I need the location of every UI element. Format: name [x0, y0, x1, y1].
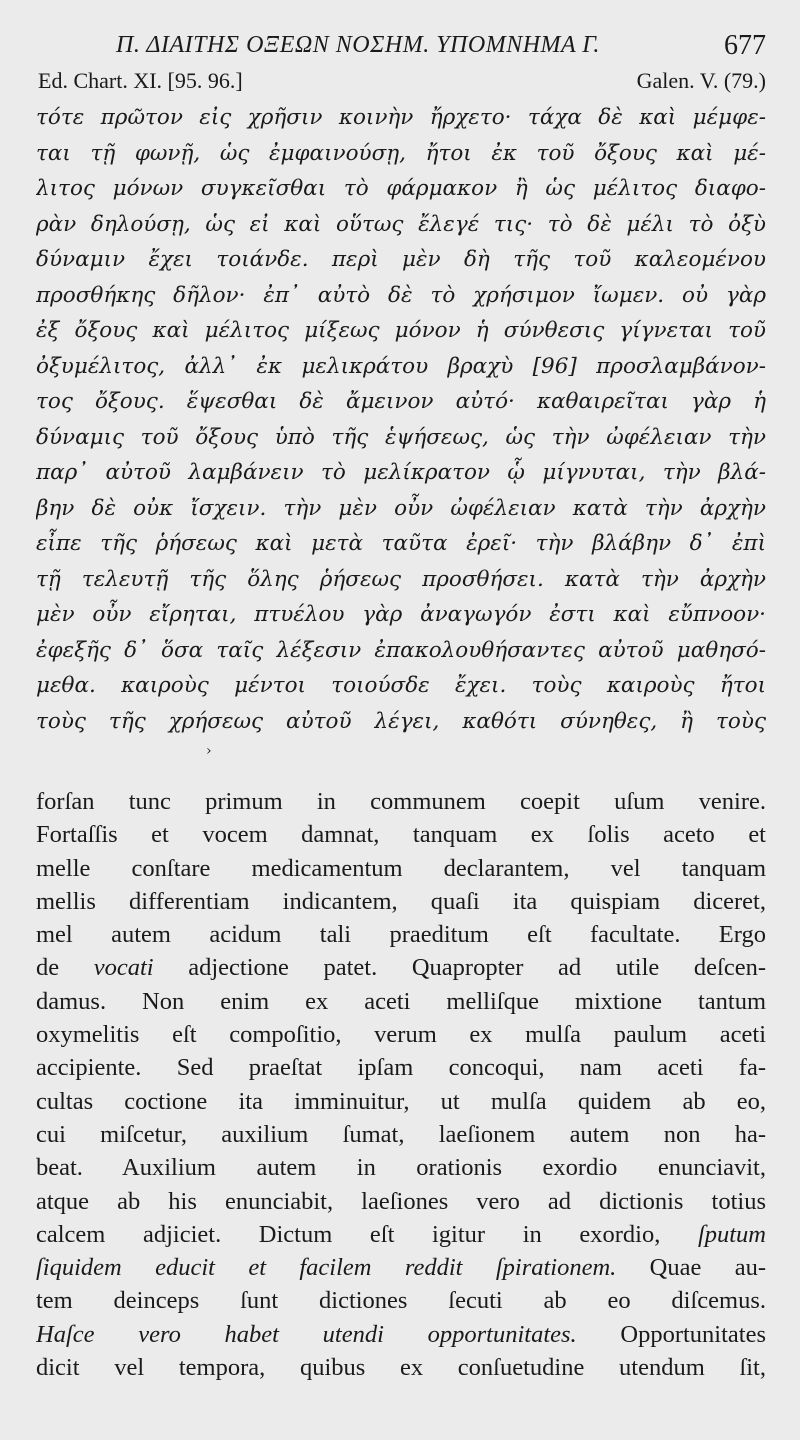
latin-text-segment: mellis differentiam indicantem, quaſi ita quispiam diceret,: [36, 887, 766, 915]
edition-galen-reference: Galen. V. (79.): [636, 68, 766, 93]
latin-line: [36, 1185, 766, 1218]
latin-line: [36, 1151, 766, 1184]
latin-text-segment: adjectione patet. Quapropter ad utile deſcen-: [153, 954, 766, 982]
latin-text-segment: cultas coctione ita imminuitur, ut mulſa quidem ab eo,: [36, 1087, 766, 1115]
greek-line: ὀξυμέλιτος, ἀλλ᾽ ἐκ μελικράτου βραχὺ [96] προσλαμβάνον-: [36, 353, 766, 379]
latin-line: [36, 1251, 766, 1284]
latin-line: [36, 1218, 766, 1251]
greek-line: ρὰν δηλούσῃ, ὡς εἰ καὶ οὕτως ἔλεγέ τις· τὸ δὲ μέλι τὸ ὀξὺ: [36, 211, 766, 237]
latin-line: [36, 1318, 766, 1351]
latin-line: [36, 852, 766, 885]
page-number: 677: [724, 30, 766, 61]
latin-text-segment: accipiente. Sed praeſtat ipſam concoqui, nam aceti fa-: [36, 1054, 766, 1082]
latin-line: [36, 1051, 766, 1084]
greek-line: τῇ τελευτῇ τῆς ὅλης ῥήσεως προσθήσει. κατὰ τὴν ἀρχὴν: [36, 566, 766, 592]
edition-reference-line: [34, 66, 766, 100]
latin-text-segment: oxymelitis eſt compoſitio, verum ex mulſa paulum aceti: [36, 1021, 766, 1049]
latin-text-segment: mel autem acidum tali praeditum eſt facultate. Ergo: [36, 921, 766, 949]
greek-line: προσθήκης δῆλον· ἐπ᾽ αὐτὸ δὲ τὸ χρήσιμον ἴωμεν. οὐ γὰρ: [36, 282, 766, 308]
latin-line: [36, 1118, 766, 1151]
greek-line: εἶπε τῆς ῥήσεως καὶ μετὰ ταῦτα ἐρεῖ· τὴν βλάβην δ᾽ ἐπὶ: [36, 531, 766, 556]
latin-text-segment: atque ab his enunciabit, laeſiones vero ad dictionis totius: [36, 1187, 766, 1215]
greek-line: δύναμιν ἔχει τοιάνδε. περὶ μὲν δὴ τῆς τοῦ καλεομένου: [36, 247, 766, 272]
greek-line: ἐφεξῆς δ᾽ ὅσα ταῖς λέξεσιν ἐπακολουθήσαντες αὐτοῦ μαθησό-: [36, 637, 766, 663]
stray-mark: ›: [206, 743, 212, 759]
latin-line: [36, 785, 766, 818]
latin-line: [36, 1018, 766, 1051]
latin-line: [36, 885, 766, 918]
latin-lemma-italic: vocati: [93, 954, 154, 982]
latin-line: [36, 1351, 766, 1384]
latin-text-segment: de: [36, 954, 94, 982]
latin-line: [36, 1085, 766, 1118]
latin-text-segment: dicit vel tempora, quibus ex conſuetudine utendum ſit,: [36, 1354, 766, 1382]
latin-text-segment: forſan tunc primum in communem coepit uſum venire.: [36, 788, 766, 815]
latin-text-segment: Fortaſſis et vocem damnat, tanquam ex ſolis aceto et: [36, 821, 766, 849]
latin-text-segment: beat. Auxilium autem in orationis exordio enunciavit,: [36, 1154, 766, 1182]
greek-line: μὲν οὖν εἴρηται, πτυέλου γὰρ ἀναγωγόν ἐστι καὶ εὔπνοον·: [36, 602, 766, 627]
latin-lemma-italic: Haſce vero habet utendi opportunitates.: [36, 1320, 577, 1348]
latin-text-segment: Opportunitates: [576, 1320, 766, 1348]
latin-text-segment: tem deinceps ſunt dictiones ſecuti ab eo diſcemus.: [36, 1287, 766, 1315]
latin-lemma-italic: ſputum: [697, 1220, 766, 1248]
greek-line: λιτος μόνων συγκεῖσθαι τὸ φάρμακον ἢ ὡς μέλιτος διαφο-: [36, 176, 766, 201]
latin-lemma-italic: ſiquidem educit et facilem reddit ſpirationem.: [36, 1254, 617, 1282]
greek-line: μεθα. καιροὺς μέντοι τοιούσδε ἔχει. τοὺς καιροὺς ἤτοι: [36, 673, 766, 698]
latin-line: [36, 1284, 766, 1317]
latin-text-segment: Quae au-: [616, 1254, 766, 1282]
greek-line: τοὺς τῆς χρήσεως αὐτοῦ λέγει, καθότι σύνηθες, ἢ τοὺς: [36, 708, 766, 734]
latin-line: [36, 985, 766, 1018]
greek-text-block: [34, 100, 766, 739]
latin-text-segment: damus. Non enim ex aceti melliſque mixtione tantum: [36, 987, 766, 1015]
latin-line: [36, 951, 766, 984]
latin-line: [36, 918, 766, 951]
running-head: [34, 26, 766, 66]
running-title: Π. ΔΙΑΙΤΗΣ ΟΞΕΩΝ ΝΟΣΗΜ. ΥΠΟΜΝΗΜΑ Γ.: [116, 32, 600, 58]
latin-line: [36, 818, 766, 851]
latin-text-segment: melle conſtare medicamentum declarantem, vel tanquam: [36, 854, 766, 882]
latin-text-segment: calcem adjiciet. Dictum eſt igitur in exordio,: [36, 1220, 698, 1248]
stray-mark-row: [34, 739, 766, 773]
greek-line: ἐξ ὄξους καὶ μέλιτος μίξεως μόνον ἡ σύνθεσις γίγνεται τοῦ: [36, 318, 766, 343]
edition-chart-reference: Ed. Chart. XI. [95. 96.]: [38, 68, 243, 93]
greek-line: παρ᾽ αὐτοῦ λαμβάνειν τὸ μελίκρατον ᾧ μίγνυται, τὴν βλά-: [36, 460, 766, 485]
greek-line: δύναμις τοῦ ὄξους ὑπὸ τῆς ἑψήσεως, ὡς τὴν ὠφέλειαν τὴν: [36, 424, 766, 450]
greek-line: βην δὲ οὐκ ἴσχειν. τὴν μὲν οὖν ὠφέλειαν κατὰ τὴν ἀρχὴν: [36, 495, 766, 521]
latin-text-block: [34, 785, 766, 1384]
greek-line: τος ὄξους. ἕψεσθαι δὲ ἄμεινον αὐτό· καθαιρεῖται γὰρ ἡ: [36, 389, 766, 414]
latin-text-segment: cui miſcetur, auxilium ſumat, laeſionem autem non ha-: [36, 1120, 766, 1148]
greek-line: τότε πρῶτον εἰς χρῆσιν κοινὴν ἤρχετο· τάχα δὲ καὶ μέμφε-: [36, 105, 766, 130]
greek-line: ται τῇ φωνῇ, ὡς ἐμφαινούσῃ, ἤτοι ἐκ τοῦ ὄξους καὶ μέ-: [36, 140, 766, 166]
